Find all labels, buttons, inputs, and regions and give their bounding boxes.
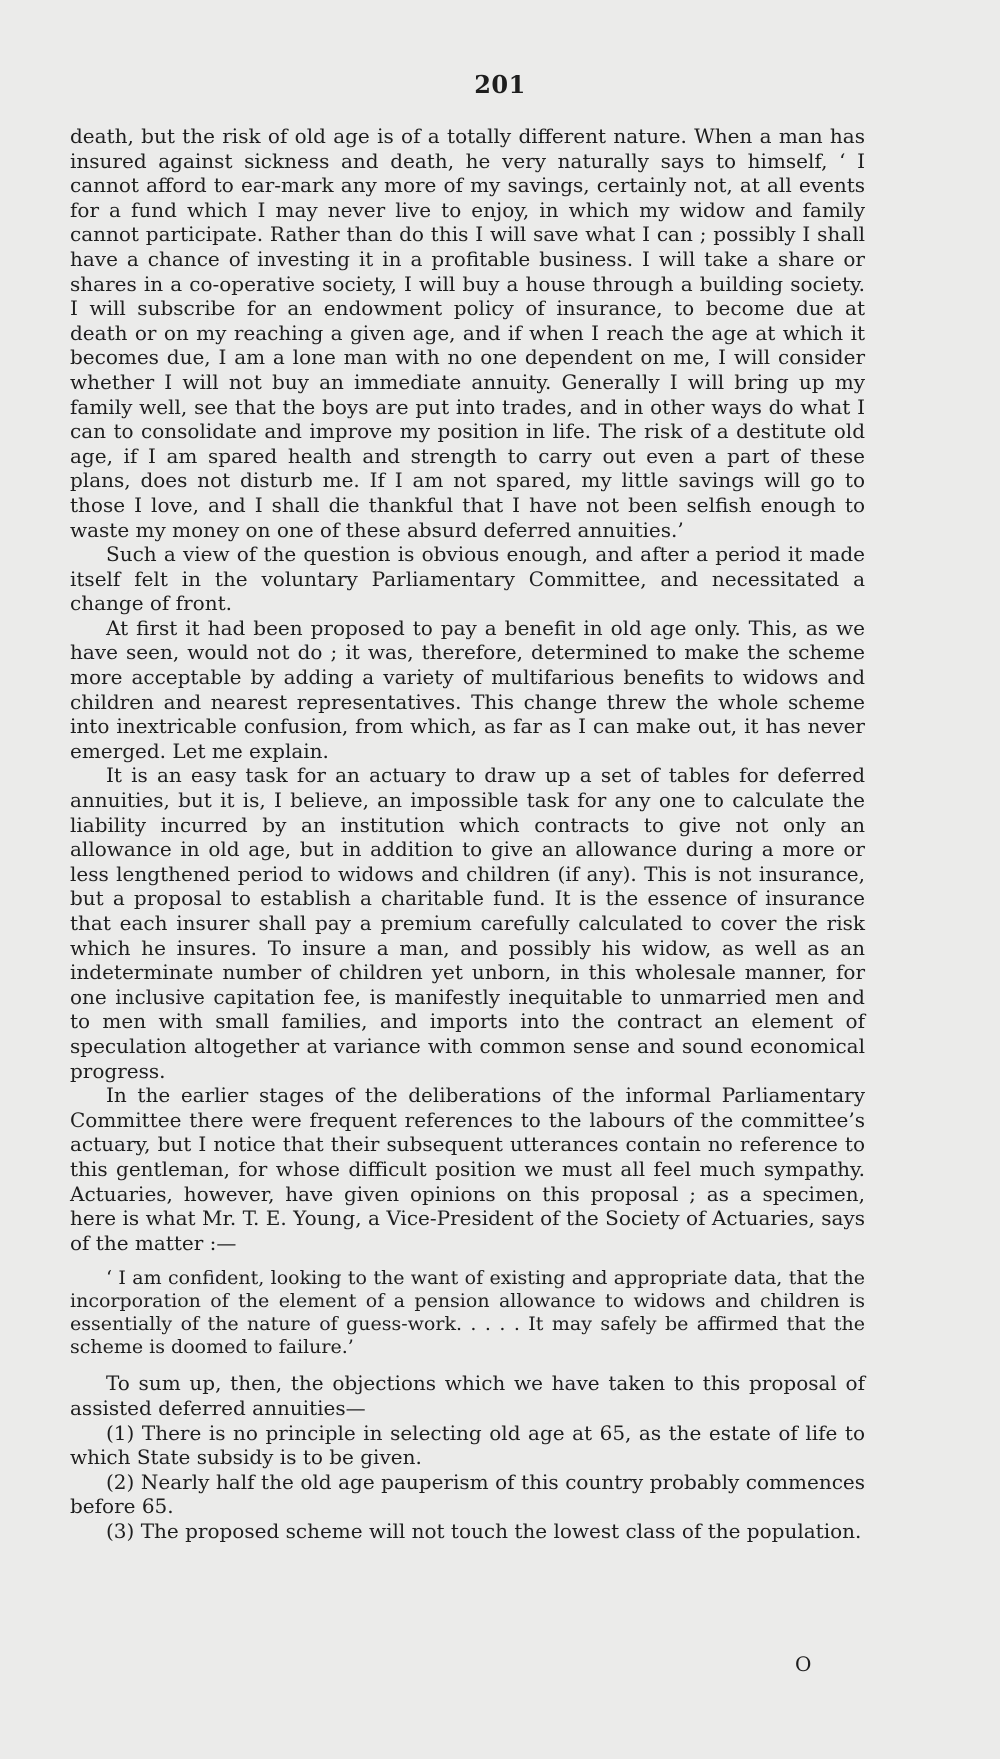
- objection-item-1: (1) There is no principle in selecting old age at 65, as the estate of life to which State subsidy is to be given.: [70, 1420, 865, 1470]
- objection-item-3: (3) The proposed scheme will not touch the lowest class of the population.: [106, 1518, 862, 1543]
- paragraph-continuation: death, but the risk of old age is of a totally different nature. When a man has insured against sickness and death, he very naturally says to himself, ‘ I cannot afford to ear-mark any more of my savings, certainly not, at all events for a fund which I may never live to enjoy, in which my widow and family cannot participate. Rather than do this I will save what I can ; possibly I shall have a chance of investing it in a profitable business. I will take a share or shares in a co-operative society, I will buy a house through a building society. I will subscribe for an endowment policy of insurance, to become due at death or on my reaching a given age, and if when I reach the age at which it becomes due, I am a lone man with no one dependent on me, I will consider whether I will not buy an immediate annuity. Generally I will bring up my family well, see that the boys are put into trades, and in other ways do what I can to consolidate and improve my position in life. The risk of a destitute old age, if I am spared health and strength to carry out even a part of these plans, does not disturb me. If I am not spared, my little savings will go to those I love, and I shall die thankful that I have not been selfish enough to waste my money on one of these absurd deferred annuities.’: [70, 124, 865, 542]
- body-text: [70, 124, 865, 1543]
- quotation-young: ‘ I am confident, looking to the want of existing and appropriate data, that the incorporation of the element of a pension allowance to widows and children is essentially of the nature of guess-work. . . . . It may safely be affirmed that the scheme is doomed to failure.’: [70, 1267, 865, 1359]
- paragraph-sum-up: To sum up, then, the objections which we have taken to this proposal of assisted deferred annuities—: [70, 1371, 865, 1420]
- objection-item-2: (2) Nearly half the old age pauperism of this country probably commences before 65.: [70, 1469, 865, 1519]
- paragraph-actuary-task: It is an easy task for an actuary to draw up a set of tables for deferred annuities, but it is, I believe, an impossible task for any one to calculate the liability incurred by an institution which contracts to give not only an allowance in old age, but in addition to give an allowance during a more or less lengthened period to widows and children (if any). This is not insurance, but a proposal to establish a charitable fund. It is the essence of insurance that each insurer shall pay a premium carefully calculated to cover the risk which he insures. To insure a man, and possibly his widow, as well as an indeterminate number of children yet unborn, in this wholesale manner, for one inclusive capitation fee, is manifestly inequitable to unmarried men and to men with small families, and imports into the contract an element of speculation altogether at variance with common sense and sound economical progress.: [70, 763, 865, 1083]
- paragraph-change-of-front: Such a view of the question is obvious enough, and after a period it made itself felt in the voluntary Parliamentary Committee, and necessitated a change of front.: [70, 542, 865, 616]
- paragraph-committee-actuary: In the earlier stages of the deliberations of the informal Parliamentary Committee there were frequent references to the labours of the committee’s actuary, but I notice that their subsequent utterances contain no reference to this gentleman, for whose difficult position we must all feel much sympathy. Actuaries, however, have given opinions on this proposal ; as a specimen, here is what Mr. T. E. Young, a Vice-President of the Society of Actuaries, says of the matter :—: [70, 1083, 865, 1255]
- page-number: 201: [474, 70, 526, 99]
- paragraph-multifarious-benefits: At first it had been proposed to pay a benefit in old age only. This, as we have seen, would not do ; it was, therefore, determined to make the scheme more acceptable by adding a variety of multifarious benefits to widows and children and nearest representatives. This change threw the whole scheme into inextricable confusion, from which, as far as I can make out, it has never emerged. Let me explain.: [70, 615, 865, 763]
- signature-mark: O: [795, 1652, 812, 1676]
